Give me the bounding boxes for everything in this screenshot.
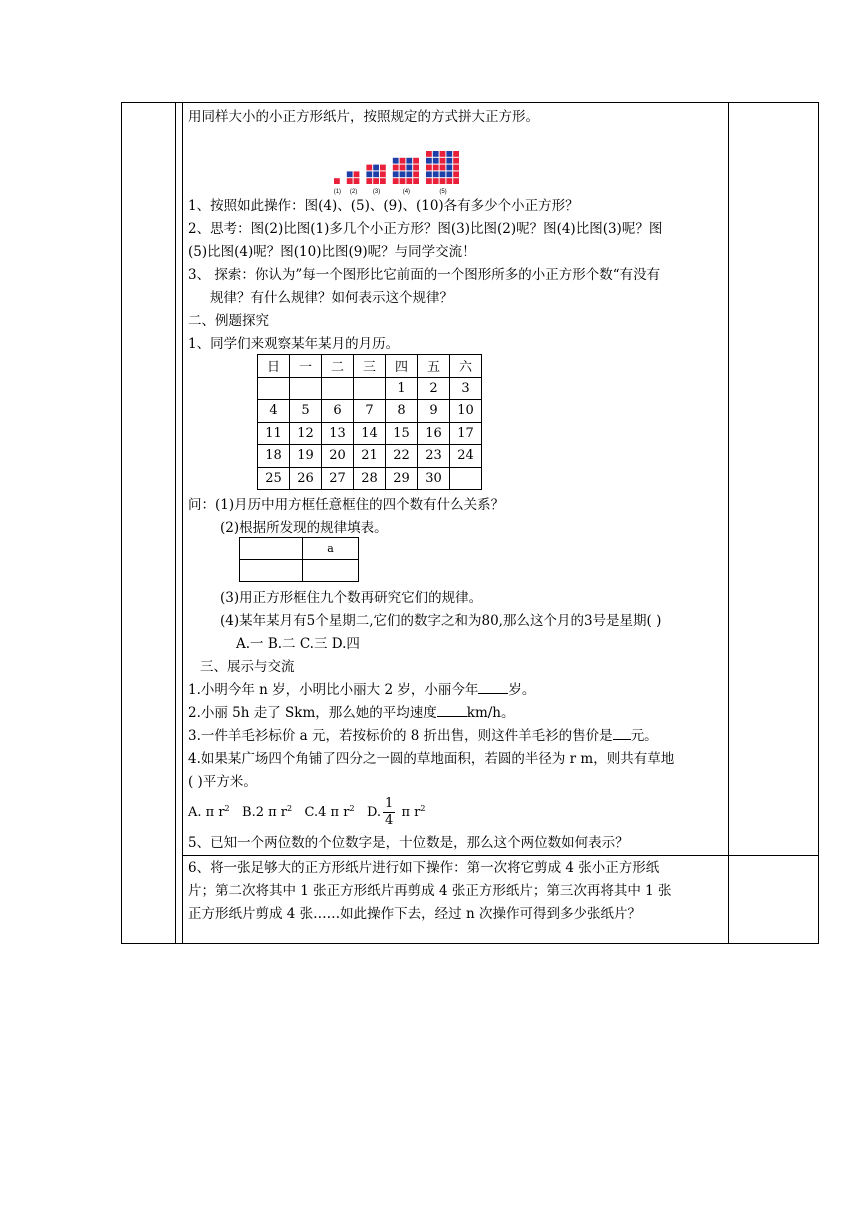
small-square [453, 165, 459, 171]
calendar-cell: 12 [290, 422, 322, 445]
small-square [406, 171, 412, 177]
question-3-line-2: 规律？有什么规律？如何表示这个规律？ [210, 290, 453, 306]
calendar-row [258, 377, 482, 400]
small-square [433, 178, 439, 184]
more-questions [188, 587, 736, 855]
small-square [426, 178, 432, 184]
ask-4: (4)某年某月有5个星期二,它们的数字之和为80,那么这个月的3号是星期( ) [220, 613, 662, 629]
show-2 [188, 702, 736, 725]
section-3-heading: 三、展示与交流 [200, 659, 295, 675]
calendar-row [258, 400, 482, 423]
calendar-header-row [258, 355, 482, 378]
calendar-cell: 2 [418, 377, 450, 400]
calendar-cell: 21 [354, 445, 386, 468]
question-2-line-2: (5)比图(4)呢？图(10)比图(9)呢？与同学交流！ [188, 244, 476, 260]
row-divider [182, 855, 818, 856]
small-square [400, 158, 406, 164]
calendar-cell: 9 [418, 400, 450, 423]
calendar-cell: 5 [290, 400, 322, 423]
intro-text: 用同样大小的小正方形纸片，按照规定的方式拼大正方形。 [188, 109, 539, 125]
show-3-text: 3.一件羊毛衫标价 a 元，若按标价的 8 折出售，则这件羊毛衫的售价是 [188, 728, 613, 744]
column-divider-1 [175, 103, 176, 943]
example-1: 1、同学们来观察某年某月的月历。 [188, 336, 400, 352]
fill-cell [303, 560, 359, 582]
calendar-cell: 13 [322, 422, 354, 445]
show-3-unit: 元。 [630, 728, 658, 744]
small-square [347, 178, 353, 184]
fill-cell [240, 538, 303, 560]
show-1-text: 1.小明今年 n 岁，小明比小丽大 2 岁，小丽今年 [188, 682, 479, 698]
answer-blank [437, 716, 467, 717]
fraction-numerator: 1 [385, 796, 394, 811]
small-square [393, 165, 399, 171]
square-pattern-figure [332, 135, 502, 195]
pattern-3 [366, 165, 385, 195]
exponent: 2 [287, 804, 293, 813]
show-6-line-2: 片；第二次将其中 1 张正方形纸片再剪成 4 张正方形纸片；第三次再将其中 1 张 [188, 883, 672, 899]
small-square [393, 158, 399, 164]
pattern-4 [393, 158, 419, 195]
question-3-line-1: 3、 探索：你认为”每一个图形比它前面的一个图形所多的小正方形个数“有没有 [188, 267, 661, 283]
small-square [366, 165, 372, 171]
small-square [366, 171, 372, 177]
small-square [433, 171, 439, 177]
figure-caption: (3) [372, 189, 381, 195]
small-square [380, 178, 386, 184]
small-square [406, 178, 412, 184]
calendar-cell: 24 [450, 445, 482, 468]
fill-in-table [239, 537, 359, 582]
small-square [400, 171, 406, 177]
small-square [347, 171, 353, 177]
calendar-cell [322, 377, 354, 400]
calendar-cell: 11 [258, 422, 290, 445]
calendar-cell: 26 [290, 467, 322, 490]
last-row-content [188, 857, 736, 926]
small-square [400, 178, 406, 184]
small-square [393, 171, 399, 177]
answer-blank [613, 739, 631, 740]
calendar-cell: 一 [290, 355, 322, 378]
show-1 [188, 679, 736, 702]
fraction-denominator: 4 [385, 813, 394, 828]
calendar-cell: 7 [354, 400, 386, 423]
small-square [440, 165, 446, 171]
calendar-table [257, 354, 482, 490]
pattern-2 [347, 171, 360, 195]
small-square [453, 151, 459, 157]
exponent: 2 [224, 804, 230, 813]
calendar-cell: 3 [450, 377, 482, 400]
small-square [373, 165, 379, 171]
content-cell [188, 106, 736, 129]
figure-caption: (5) [439, 189, 447, 195]
calendar-cell: 28 [354, 467, 386, 490]
calendar-cell: 15 [386, 422, 418, 445]
calendar-cell: 20 [322, 445, 354, 468]
small-square [426, 158, 432, 164]
fraction-one-quarter [383, 796, 395, 829]
small-square [406, 165, 412, 171]
small-square [354, 171, 360, 177]
questions-block [188, 195, 736, 356]
calendar-row [258, 422, 482, 445]
small-square [426, 171, 432, 177]
calendar-cell: 25 [258, 467, 290, 490]
small-square [446, 171, 452, 177]
square-pattern-svg [332, 135, 502, 195]
small-square [453, 178, 459, 184]
small-square [354, 178, 360, 184]
small-square [433, 151, 439, 157]
answer-blank [478, 693, 508, 694]
calendar-questions [188, 494, 736, 540]
small-square [426, 151, 432, 157]
small-square [413, 158, 419, 164]
calendar-cell: 1 [386, 377, 418, 400]
calendar-cell: 五 [418, 355, 450, 378]
ask-4-options: A.一 B.二 C.三 D.四 [236, 636, 360, 652]
small-square [380, 165, 386, 171]
fill-cell-a: a [303, 538, 359, 560]
small-square [440, 151, 446, 157]
show-4-options [188, 794, 736, 832]
show-2-unit: km/h。 [466, 705, 515, 721]
calendar-cell: 19 [290, 445, 322, 468]
question-2-line-1: 2、思考：图(2)比图(1)多几个小正方形？图(3)比图(2)呢？图(4)比图(3)呢？图 [188, 221, 663, 237]
option-d: D. [366, 805, 382, 820]
small-square [373, 171, 379, 177]
calendar-cell: 四 [386, 355, 418, 378]
small-square [440, 158, 446, 164]
option-d-text: π r [397, 805, 421, 820]
calendar-cell: 17 [450, 422, 482, 445]
show-5: 5、已知一个两位数的个位数字是，十位数是，那么这个两位数如何表示？ [188, 835, 629, 851]
ask-2: (2)根据所发现的规律填表。 [220, 520, 388, 536]
lesson-table [121, 102, 819, 944]
calendar-cell: 23 [418, 445, 450, 468]
calendar-cell: 30 [418, 467, 450, 490]
pattern-5 [426, 151, 459, 195]
small-square [413, 178, 419, 184]
calendar-cell: 4 [258, 400, 290, 423]
small-square [380, 171, 386, 177]
pattern-1 [334, 178, 341, 195]
small-square [393, 178, 399, 184]
small-square [453, 171, 459, 177]
figure-caption: (2) [349, 189, 358, 195]
question-1: 1、按照如此操作：图(4)、(5)、(9)、(10)各有多少个小正方形？ [188, 198, 579, 214]
show-1-unit: 岁。 [508, 682, 536, 698]
calendar-cell [290, 377, 322, 400]
small-square [413, 165, 419, 171]
small-square [446, 165, 452, 171]
small-square [453, 158, 459, 164]
show-6-line-3: 正方形纸片剪成 4 张……如此操作下去，经过 n 次操作可得到多少张纸片？ [188, 906, 641, 922]
calendar-cell: 27 [322, 467, 354, 490]
small-square [446, 151, 452, 157]
calendar-cell: 29 [386, 467, 418, 490]
calendar-row [258, 445, 482, 468]
small-square [440, 171, 446, 177]
calendar-cell: 16 [418, 422, 450, 445]
small-square [433, 165, 439, 171]
exponent: 2 [349, 804, 355, 813]
ask-1: 问：(1)月历中用方框任意框住的四个数有什么关系？ [188, 497, 505, 513]
show-4-line-2: ( )平方米。 [188, 774, 257, 790]
small-square [446, 158, 452, 164]
calendar-cell: 三 [354, 355, 386, 378]
small-square [440, 178, 446, 184]
show-4-line-1: 4.如果某广场四个角铺了四分之一圆的草地面积，若圆的半径为 r m，则共有草地 [188, 751, 675, 767]
small-square [334, 178, 340, 184]
calendar-cell [450, 467, 482, 490]
show-6-line-1: 6、将一张足够大的正方形纸片进行如下操作：第一次将它剪成 4 张小正方形纸 [188, 860, 660, 876]
calendar-cell: 二 [322, 355, 354, 378]
small-square [426, 165, 432, 171]
small-square [366, 178, 372, 184]
show-3 [188, 725, 736, 748]
small-square [433, 158, 439, 164]
calendar-cell: 六 [450, 355, 482, 378]
option-a: A. π r [188, 805, 225, 820]
option-c: C.4 π r [304, 805, 350, 820]
small-square [400, 165, 406, 171]
calendar-cell [354, 377, 386, 400]
figure-caption: (1) [333, 189, 342, 195]
calendar-cell: 14 [354, 422, 386, 445]
calendar-cell: 6 [322, 400, 354, 423]
calendar-cell: 18 [258, 445, 290, 468]
calendar-row [258, 467, 482, 490]
fill-cell [240, 560, 303, 582]
exponent: 2 [420, 804, 426, 813]
calendar-cell: 22 [386, 445, 418, 468]
figure-caption: (4) [402, 189, 411, 195]
small-square [446, 178, 452, 184]
show-2-text: 2.小丽 5h 走了 Skm，那么她的平均速度 [188, 705, 437, 721]
small-square [373, 178, 379, 184]
section-2-heading: 二、例题探究 [188, 313, 269, 329]
calendar-cell [258, 377, 290, 400]
option-b: B.2 π r [242, 805, 288, 820]
calendar-cell: 10 [450, 400, 482, 423]
calendar-cell: 8 [386, 400, 418, 423]
small-square [413, 171, 419, 177]
small-square [406, 158, 412, 164]
calendar-cell: 日 [258, 355, 290, 378]
ask-3: (3)用正方形框住九个数再研究它们的规律。 [220, 590, 483, 606]
column-divider-2 [182, 103, 183, 943]
